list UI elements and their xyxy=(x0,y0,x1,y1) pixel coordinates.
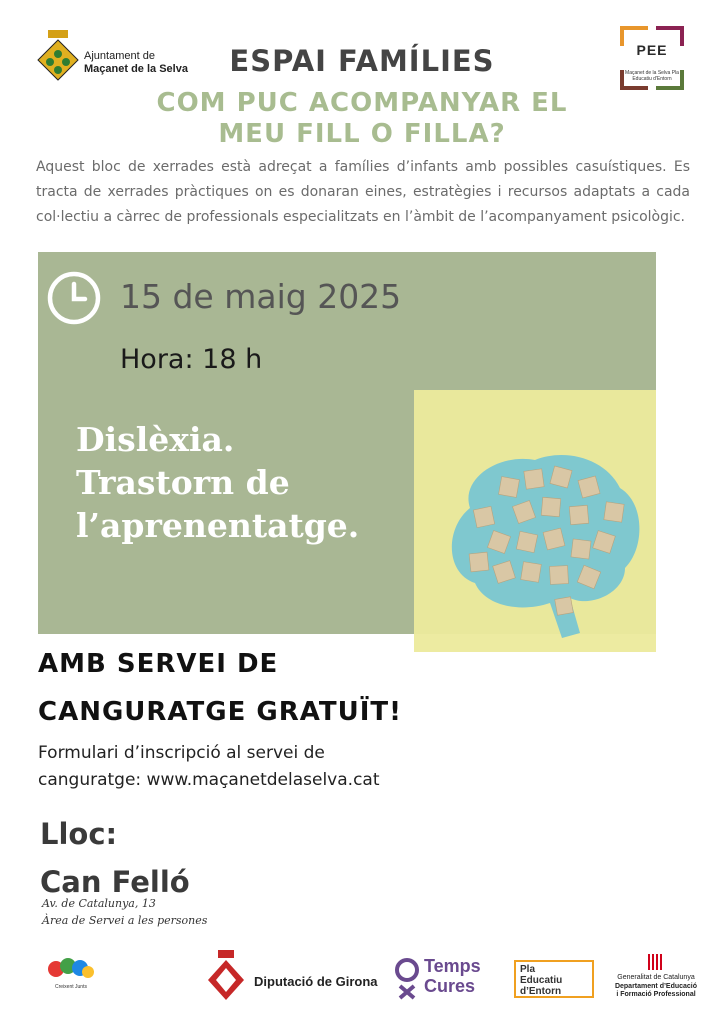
registration-form-info xyxy=(38,740,438,794)
clock-icon xyxy=(46,270,102,326)
hands-icon xyxy=(44,954,98,984)
place-block xyxy=(40,810,190,906)
department-text xyxy=(606,983,706,999)
diputacio-shield-icon xyxy=(206,950,246,1002)
place-name: Can Felló xyxy=(40,865,190,899)
department-line2: i Formació Professional xyxy=(616,991,696,998)
senyera-icon xyxy=(648,954,664,970)
place-area: Àrea de Servei a les persones xyxy=(42,914,208,927)
generalitat-text: Generalitat de Catalunya xyxy=(617,974,695,981)
pla-line1: Pla xyxy=(520,964,536,975)
babysitting-notice xyxy=(38,640,402,736)
cures-text: Cures xyxy=(424,976,476,996)
page-subtitle xyxy=(0,88,724,150)
pee-logo-subtext: Maçanet de la Selva Pla Educatiu d'Entorn xyxy=(625,70,679,82)
department-line1: Departament d’Educació xyxy=(614,983,698,990)
topic-line1: Dislèxia. xyxy=(76,420,235,459)
event-date: 15 de maig 2025 xyxy=(120,277,402,316)
event-time: Hora: 18 h xyxy=(120,344,263,375)
topic-line2: Trastorn de xyxy=(76,463,290,502)
page-title: ESPAI FAMÍLIES xyxy=(229,44,495,78)
intro-text: Aquest bloc de xerrades està adreçat a famílies d’infants amb possibles casuístiques. Es tracta de xerrades pràctiques on es donaran eines, estratègies i recursos adaptats a cada col·lectiu a càrrec de professionals especialitzats en l’àmbit de l’acompanyament psicològic. xyxy=(36,159,690,225)
pla-educatiu-logo xyxy=(514,960,594,998)
pla-educatiu-text xyxy=(520,964,562,997)
temps-cures-logo xyxy=(392,956,502,1000)
pla-line2: Educatiu xyxy=(520,975,563,986)
babysitting-line2: CANGURATGE GRATUÏT! xyxy=(38,697,403,727)
diputacio-text: Diputació de Girona xyxy=(254,974,378,989)
event-topic xyxy=(76,418,359,547)
generalitat-logo xyxy=(606,954,706,1004)
pee-logo-text: PEE xyxy=(636,42,668,58)
diputacio-girona-logo xyxy=(206,950,386,1002)
creixent-junts-text: Creixent Junts xyxy=(55,984,87,990)
place-address: Av. de Catalunya, 13 xyxy=(42,897,156,910)
creixent-junts-logo xyxy=(44,954,98,992)
pee-logo xyxy=(618,24,686,92)
town-name-line2: Maçanet de la Selva xyxy=(84,62,188,75)
form-line1: Formulari d’inscripció al servei de xyxy=(38,743,325,763)
gender-symbol-icon xyxy=(392,956,422,1000)
babysitting-line1: AMB SERVEI DE xyxy=(38,649,279,679)
subtitle-line2: MEU FILL O FILLA? xyxy=(218,119,506,149)
temps-text: Temps xyxy=(424,956,481,976)
topic-line3: l’aprenentatge. xyxy=(76,506,360,545)
subtitle-line1: COM PUC ACOMPANYAR EL xyxy=(156,88,568,118)
place-label: Lloc: xyxy=(40,817,118,851)
brain-letters-image xyxy=(430,448,650,648)
form-line2[interactable]: canguratge: www.maçanetdelaselva.cat xyxy=(38,770,380,790)
pla-line3: d’Entorn xyxy=(520,986,562,997)
town-name-line1: Ajuntament de xyxy=(84,50,155,62)
place-address-block xyxy=(42,895,207,929)
